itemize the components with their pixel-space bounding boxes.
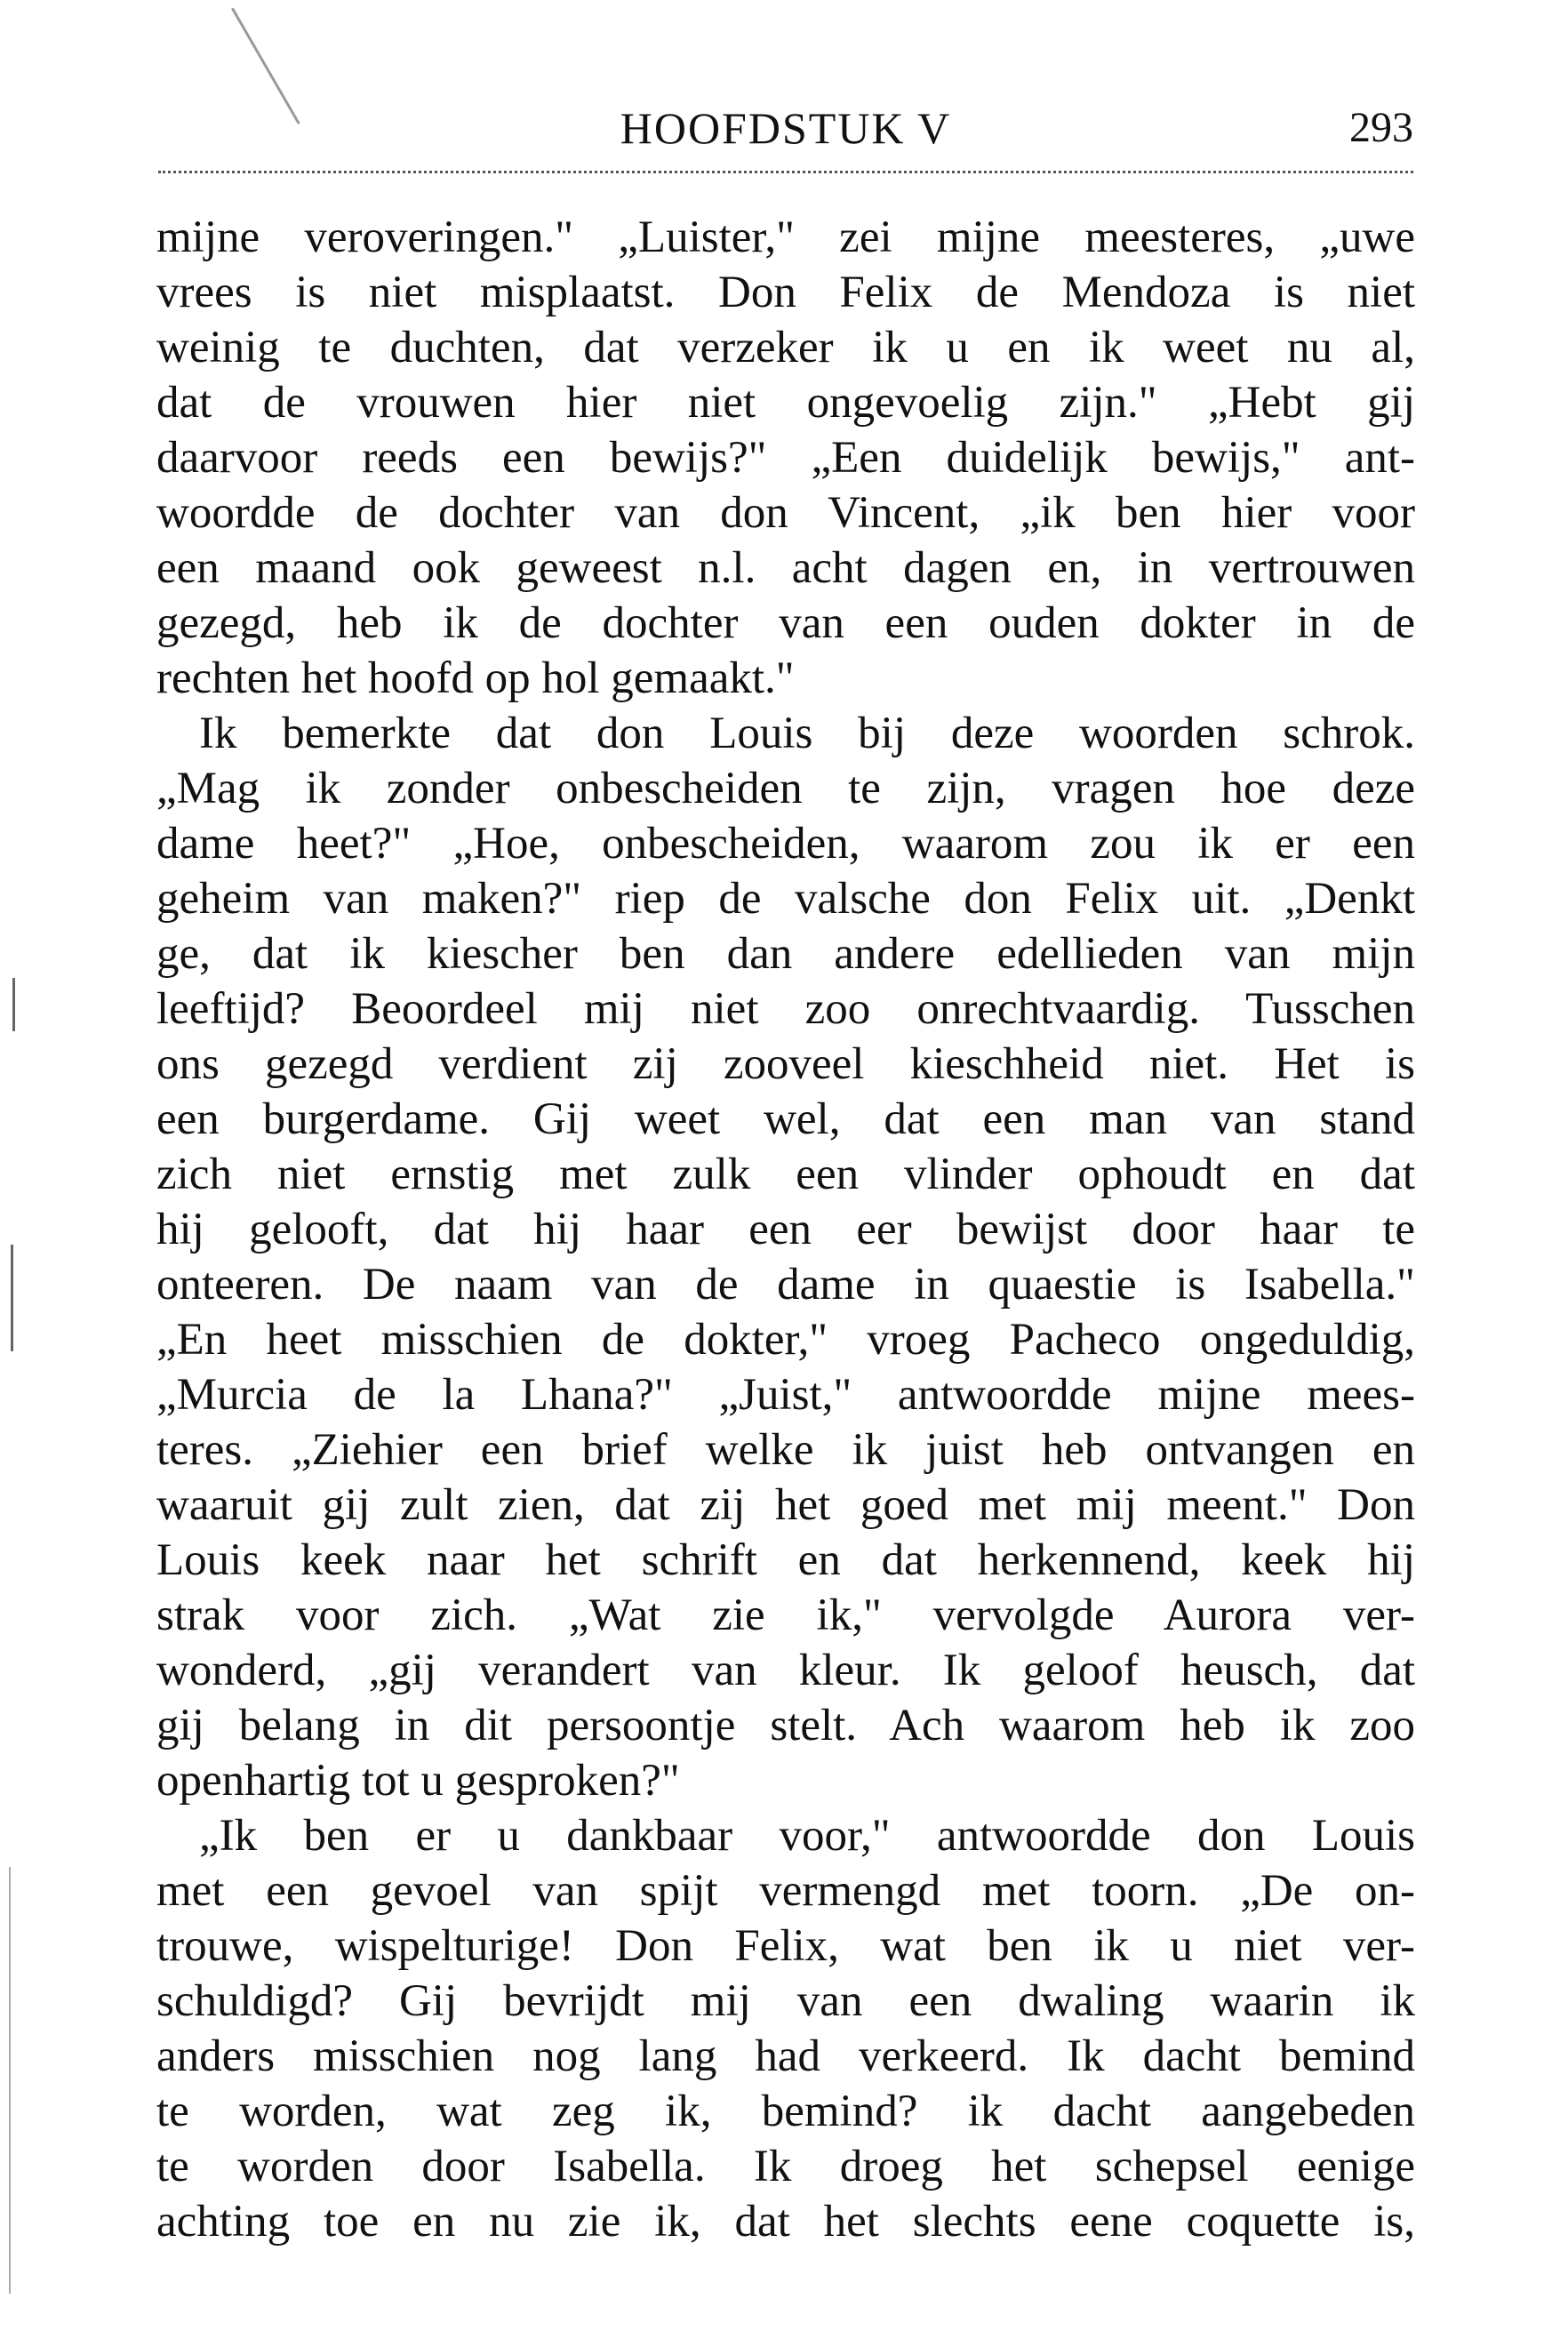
text-line: gij belang in dit persoontje stelt. Ach waarom heb ik zoo: [156, 1701, 1415, 1750]
text-line: waaruit gij zult zien, dat zij het goed met mij meent." Don: [156, 1480, 1415, 1530]
text-line: ge, dat ik kiescher ben dan andere edellieden van mijn: [156, 929, 1415, 979]
text-line: achting toe en nu zie ik, dat het slechts eene coquette is,: [156, 2197, 1415, 2247]
text-line: rechten het hoofd op hol gemaakt.": [156, 653, 795, 703]
text-line: weinig te duchten, dat verzeker ik u en ik weet nu al,: [156, 323, 1415, 372]
text-line: anders misschien nog lang had verkeerd. Ik dacht bemind: [156, 2031, 1415, 2081]
text-line: zich niet ernstig met zulk een vlinder ophoudt en dat: [156, 1149, 1415, 1199]
text-line: dat de vrouwen hier niet ongevoelig zijn." „Hebt gij: [156, 378, 1415, 428]
scan-margin-mark: [12, 978, 15, 1031]
page-number: 293: [1349, 104, 1413, 151]
text-line: openhartig tot u gesproken?": [156, 1756, 680, 1806]
running-head: [158, 92, 1413, 164]
text-line: dame heet?" „Hoe, onbescheiden, waarom zou ik er een: [156, 819, 1415, 869]
text-line: „Mag ik zonder onbescheiden te zijn, vragen hoe deze: [156, 764, 1415, 813]
text-line: daarvoor reeds een bewijs?" „Een duidelijk bewijs," ant-: [156, 433, 1415, 483]
text-line: „Murcia de la Lhana?" „Juist," antwoordde mijne mees-: [156, 1370, 1415, 1420]
text-line: gezegd, heb ik de dochter van een ouden dokter in de: [156, 598, 1415, 648]
text-line: strak voor zich. „Wat zie ik," vervolgde Aurora ver-: [156, 1590, 1415, 1640]
body-text: [156, 210, 1415, 2249]
text-line: te worden, wat zeg ik, bemind? ik dacht aangebeden: [156, 2087, 1415, 2136]
text-line: wonderd, „gij verandert van kleur. Ik geloof heusch, dat: [156, 1646, 1415, 1695]
text-line: schuldigd? Gij bevrijdt mij van een dwaling waarin ik: [156, 1976, 1415, 2026]
text-line: ons gezegd verdient zij zooveel kieschheid niet. Het is: [156, 1039, 1415, 1089]
chapter-title: HOOFDSTUK V: [620, 103, 952, 153]
scan-margin-mark: [9, 1867, 11, 2294]
text-line: „En heet misschien de dokter," vroeg Pacheco ongeduldig,: [156, 1315, 1415, 1365]
text-line: „Ik ben er u dankbaar voor," antwoordde don Louis: [199, 1811, 1415, 1861]
text-line: geheim van maken?" riep de valsche don Felix uit. „Denkt: [156, 874, 1415, 924]
text-line: trouwe, wispelturige! Don Felix, wat ben ik u niet ver-: [156, 1921, 1415, 1971]
text-line: mijne veroveringen." „Luister," zei mijne meesteres, „uwe: [156, 212, 1415, 262]
header-divider: [158, 171, 1413, 173]
text-line: Ik bemerkte dat don Louis bij deze woorden schrok.: [199, 709, 1415, 758]
text-line: een burgerdame. Gij weet wel, dat een man van stand: [156, 1094, 1415, 1144]
text-line: hij gelooft, dat hij haar een eer bewijst door haar te: [156, 1205, 1415, 1254]
text-line: vrees is niet misplaatst. Don Felix de Mendoza is niet: [156, 268, 1415, 317]
text-line: een maand ook geweest n.l. acht dagen en, in vertrouwen: [156, 543, 1415, 593]
scan-margin-mark: [11, 1245, 13, 1351]
text-line: teres. „Ziehier een brief welke ik juist heb ontvangen en: [156, 1425, 1415, 1475]
text-line: te worden door Isabella. Ik droeg het schepsel eenige: [156, 2142, 1415, 2191]
text-line: met een gevoel van spijt vermengd met toorn. „De on-: [156, 1866, 1415, 1916]
text-line: onteeren. De naam van de dame in quaestie is Isabella.": [156, 1260, 1415, 1310]
text-line: leeftijd? Beoordeel mij niet zoo onrechtvaardig. Tusschen: [156, 984, 1415, 1034]
text-line: woordde de dochter van don Vincent, „ik ben hier voor: [156, 488, 1415, 538]
text-line: Louis keek naar het schrift en dat herkennend, keek hij: [156, 1535, 1415, 1585]
